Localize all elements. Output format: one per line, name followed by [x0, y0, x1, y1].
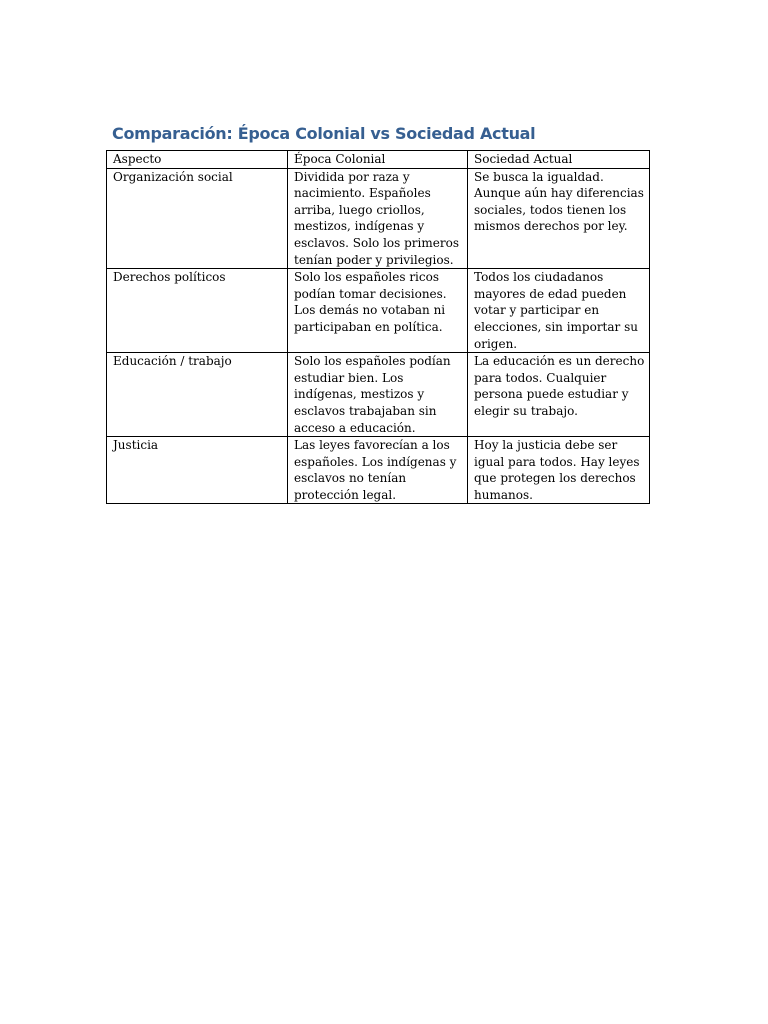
table-row: [107, 353, 650, 437]
comparison-table: [106, 150, 650, 504]
table-row: [107, 269, 650, 353]
header-cell-epoca-colonial: Época Colonial: [288, 151, 468, 169]
row-colonial-cell: Solo los españoles ricos podían tomar decisiones. Los demás no votaban ni participaban en política.: [288, 269, 468, 353]
row-aspect-cell: Educación / trabajo: [107, 353, 288, 437]
row-colonial-cell: Dividida por raza y nacimiento. Españoles arriba, luego criollos, mestizos, indígenas y esclavos. Solo los primeros tenían poder y privilegios.: [288, 168, 468, 269]
table-row: [107, 168, 650, 269]
table-row: [107, 437, 650, 504]
row-colonial-cell: Las leyes favorecían a los españoles. Los indígenas y esclavos no tenían protección legal.: [288, 437, 468, 504]
row-actual-cell: Todos los ciudadanos mayores de edad pueden votar y participar en elecciones, sin importar su origen.: [468, 269, 650, 353]
header-cell-sociedad-actual: Sociedad Actual: [468, 151, 650, 169]
table-header-row: [107, 151, 650, 169]
row-actual-cell: Se busca la igualdad. Aunque aún hay diferencias sociales, todos tienen los mismos derechos por ley.: [468, 168, 650, 269]
row-actual-cell: Hoy la justicia debe ser igual para todos. Hay leyes que protegen los derechos humanos.: [468, 437, 650, 504]
header-cell-aspecto: Aspecto: [107, 151, 288, 169]
row-actual-cell: La educación es un derecho para todos. Cualquier persona puede estudiar y elegir su trabajo.: [468, 353, 650, 437]
row-aspect-cell: Justicia: [107, 437, 288, 504]
row-aspect-cell: Derechos políticos: [107, 269, 288, 353]
document-title: Comparación: Época Colonial vs Sociedad Actual: [112, 124, 536, 143]
row-aspect-cell: Organización social: [107, 168, 288, 269]
row-colonial-cell: Solo los españoles podían estudiar bien. Los indígenas, mestizos y esclavos trabajaban sin acceso a educación.: [288, 353, 468, 437]
